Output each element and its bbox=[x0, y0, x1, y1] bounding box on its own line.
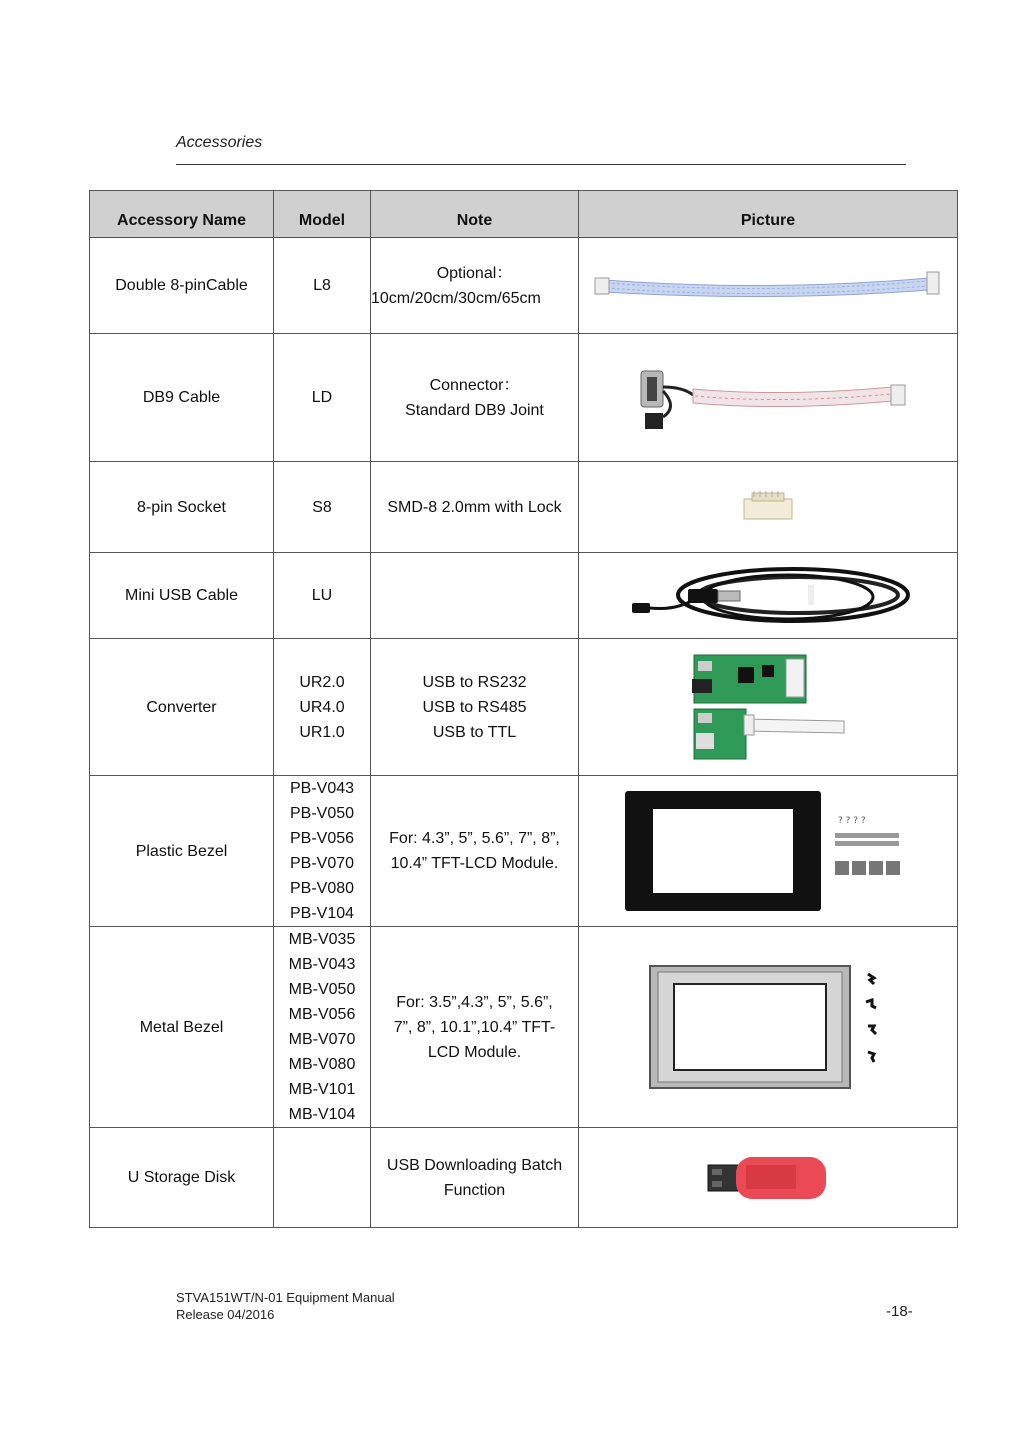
converter-board-icon bbox=[688, 651, 848, 763]
model-value: PB-V104 bbox=[289, 905, 355, 922]
socket-icon bbox=[738, 489, 798, 525]
plastic-bezel-icon bbox=[623, 787, 913, 915]
note-line: For: 4.3”, 5”, 5.6”, 7”, 8”, bbox=[389, 830, 560, 847]
accessory-name: Mini USB Cable bbox=[90, 553, 274, 639]
model-value: UR2.0 bbox=[299, 673, 345, 691]
note-line: For: 3.5”,4.3”, 5”, 5.6”, bbox=[396, 993, 553, 1011]
svg-text:? ? ? ?: ? ? ? ? bbox=[838, 816, 866, 826]
model-value: MB-V101 bbox=[288, 1081, 356, 1098]
model-value: PB-V043 bbox=[289, 780, 355, 797]
footer-release: Release 04/2016 bbox=[176, 1307, 275, 1322]
picture-cell bbox=[579, 776, 958, 927]
model-cell bbox=[274, 927, 371, 1128]
note-line: Optional： bbox=[436, 264, 513, 282]
table-row bbox=[90, 238, 958, 334]
usb-cable-icon bbox=[618, 561, 918, 631]
note-line: Connector： bbox=[429, 376, 520, 394]
note-cell bbox=[371, 334, 579, 462]
table-row bbox=[90, 776, 958, 927]
model-value: MB-V070 bbox=[288, 1031, 356, 1048]
section-title: Accessories bbox=[176, 134, 263, 151]
picture-cell bbox=[579, 462, 958, 553]
db9-cable-icon bbox=[623, 357, 913, 439]
accessory-name: Converter bbox=[90, 639, 274, 776]
accessory-name: DB9 Cable bbox=[90, 334, 274, 462]
header-picture: Picture bbox=[579, 191, 958, 238]
picture-cell bbox=[579, 1128, 958, 1228]
picture-cell bbox=[579, 553, 958, 639]
accessories-table bbox=[89, 190, 958, 1228]
model-value: PB-V050 bbox=[289, 805, 355, 822]
table-header-row bbox=[90, 191, 958, 238]
model-value: MB-V104 bbox=[288, 1106, 356, 1123]
model-cell bbox=[274, 462, 371, 553]
note-line: 7”, 8”, 10.1”,10.4” TFT- bbox=[393, 1018, 556, 1036]
note-line: LCD Module. bbox=[427, 1043, 522, 1061]
model-cell bbox=[274, 334, 371, 462]
model-value: MB-V080 bbox=[288, 1056, 356, 1073]
table-row bbox=[90, 639, 958, 776]
model-value: PB-V070 bbox=[289, 855, 355, 872]
note-line: Function bbox=[443, 1181, 506, 1199]
section-divider bbox=[176, 164, 906, 165]
model-value: UR4.0 bbox=[299, 698, 345, 716]
model-value: PB-V056 bbox=[289, 830, 355, 847]
header-accessory-name: Accessory Name bbox=[90, 191, 274, 238]
note-cell bbox=[371, 776, 579, 927]
footer-document-info bbox=[176, 1289, 395, 1323]
note-cell bbox=[371, 553, 579, 639]
header-note: Note bbox=[371, 191, 579, 238]
header-model: Model bbox=[274, 191, 371, 238]
model-value: MB-V043 bbox=[288, 956, 356, 973]
table-row bbox=[90, 553, 958, 639]
model-value: MB-V056 bbox=[288, 1006, 356, 1023]
table-row bbox=[90, 462, 958, 553]
model-value: MB-V050 bbox=[288, 981, 356, 998]
note-cell bbox=[371, 1128, 579, 1228]
accessory-name: U Storage Disk bbox=[90, 1128, 274, 1228]
note-line: USB to RS485 bbox=[422, 698, 527, 716]
note-cell bbox=[371, 462, 579, 553]
picture-cell bbox=[579, 238, 958, 334]
footer-doc-title: STVA151WT/N-01 Equipment Manual bbox=[176, 1290, 395, 1305]
model-value: L8 bbox=[313, 277, 331, 294]
model-value: LU bbox=[311, 587, 333, 604]
table-row bbox=[90, 927, 958, 1128]
note-cell bbox=[371, 927, 579, 1128]
note-line: 10.4” TFT-LCD Module. bbox=[390, 855, 559, 872]
model-value: LD bbox=[311, 389, 333, 406]
note-line: USB to RS232 bbox=[422, 673, 527, 691]
usb-drive-icon bbox=[706, 1151, 830, 1205]
picture-cell bbox=[579, 334, 958, 462]
accessory-name: Double 8-pinCable bbox=[90, 238, 274, 334]
metal-bezel-icon bbox=[648, 964, 888, 1090]
accessory-name: 8-pin Socket bbox=[90, 462, 274, 553]
model-cell bbox=[274, 776, 371, 927]
table-row bbox=[90, 1128, 958, 1228]
note-line: SMD-8 2.0mm with Lock bbox=[387, 498, 562, 516]
accessory-name: Metal Bezel bbox=[90, 927, 274, 1128]
model-value: UR1.0 bbox=[299, 723, 345, 741]
note-line: USB Downloading Batch bbox=[386, 1156, 563, 1174]
model-value: S8 bbox=[312, 498, 332, 516]
model-value: MB-V035 bbox=[288, 931, 356, 948]
note-line: Standard DB9 Joint bbox=[405, 401, 544, 419]
model-value: PB-V080 bbox=[289, 880, 355, 897]
picture-cell bbox=[579, 927, 958, 1128]
model-cell bbox=[274, 1128, 371, 1228]
model-cell bbox=[274, 639, 371, 776]
model-cell bbox=[274, 238, 371, 334]
ribbon-cable-icon bbox=[593, 266, 943, 306]
note-line: USB to TTL bbox=[432, 723, 517, 741]
note-cell bbox=[371, 238, 579, 334]
model-cell bbox=[274, 553, 371, 639]
picture-cell bbox=[579, 639, 958, 776]
accessory-name: Plastic Bezel bbox=[90, 776, 274, 927]
note-cell bbox=[371, 639, 579, 776]
page-number: -18- bbox=[886, 1303, 913, 1320]
note-line: 10cm/20cm/30cm/65cm bbox=[371, 289, 541, 307]
table-row bbox=[90, 334, 958, 462]
